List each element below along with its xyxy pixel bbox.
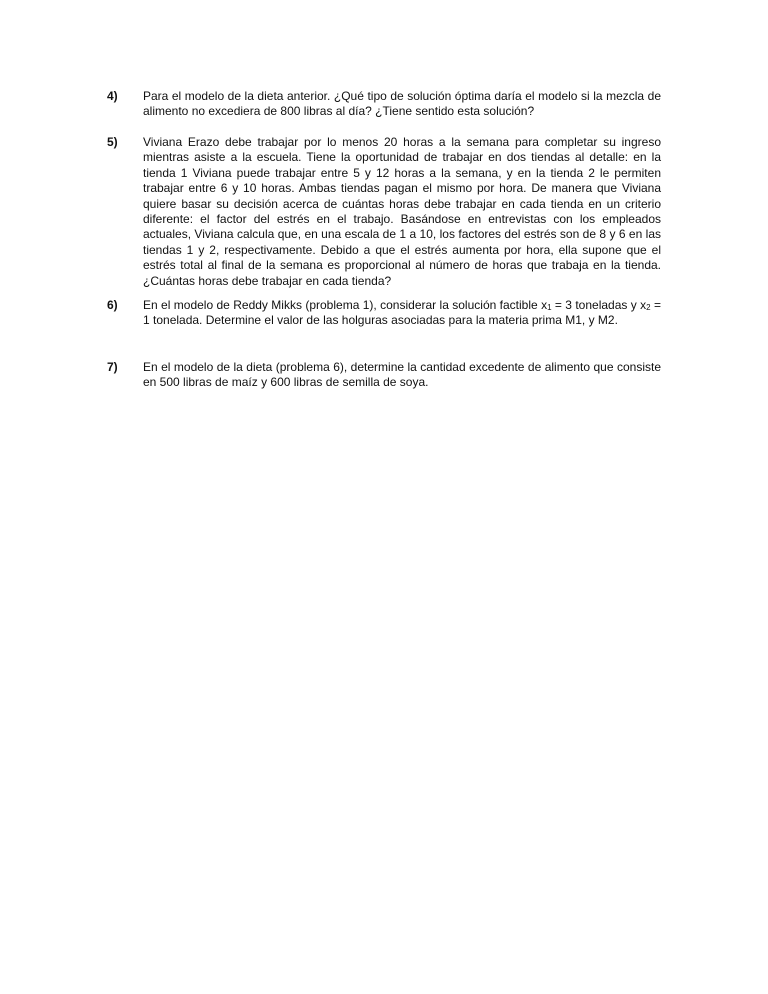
problem-6: [107, 298, 663, 329]
problem-text: [143, 298, 661, 329]
problem-text: En el modelo de la dieta (problema 6), determine la cantidad excedente de alimento que consiste en 500 libras de maíz y 600 libras de semilla de soya.: [143, 360, 661, 390]
subscript: 2: [646, 303, 651, 312]
problem-5: [107, 135, 663, 289]
problem-number: 5): [107, 135, 118, 149]
problem-7: [107, 360, 663, 391]
problem-4: [107, 89, 663, 120]
problem-number: 6): [107, 298, 118, 312]
problem-text-part: = 3 toneladas y x: [551, 298, 647, 312]
subscript: 1: [547, 303, 552, 312]
problem-number: 7): [107, 360, 118, 374]
problem-text: Para el modelo de la dieta anterior. ¿Qué tipo de solución óptima daría el modelo si la mezcla de alimento no excediera de 800 libras al día? ¿Tiene sentido esta solución?: [143, 89, 661, 119]
problem-text: Viviana Erazo debe trabajar por lo menos 20 horas a la semana para completar su ingreso mientras asiste a la escuela. Tiene la oportunidad de trabajar en dos tiendas al detalle: en la tienda 1 Viviana puede trabajar entre 5 y 12 horas a la semana, y en la tienda 2 le permiten trabajar entre 6 y 10 horas. Ambas tiendas pagan el mismo por hora. De manera que Viviana quiere basar su decisión acerca de cuántas horas debe trabajar en cada tienda en un criterio diferente: el factor del estrés en el trabajo. Basándose en entrevistas con los empleados actuales, Viviana calcula que, en una escala de 1 a 10, los factores del estrés son de 8 y 6 en las tiendas 1 y 2, respectivamente. Debido a que el estrés aumenta por hora, ella supone que el estrés total al final de la semana es proporcional al número de horas que trabaja en la tienda. ¿Cuántas horas debe trabajar en cada tienda?: [143, 135, 661, 288]
problem-text-part: En el modelo de Reddy Mikks (problema 1), considerar la solución factible x: [143, 298, 548, 312]
problem-text-part: = 1 tonelada. Determine el valor de las holguras asociadas para la materia prima M1, y M2.: [143, 298, 661, 328]
problem-number: 4): [107, 89, 118, 103]
